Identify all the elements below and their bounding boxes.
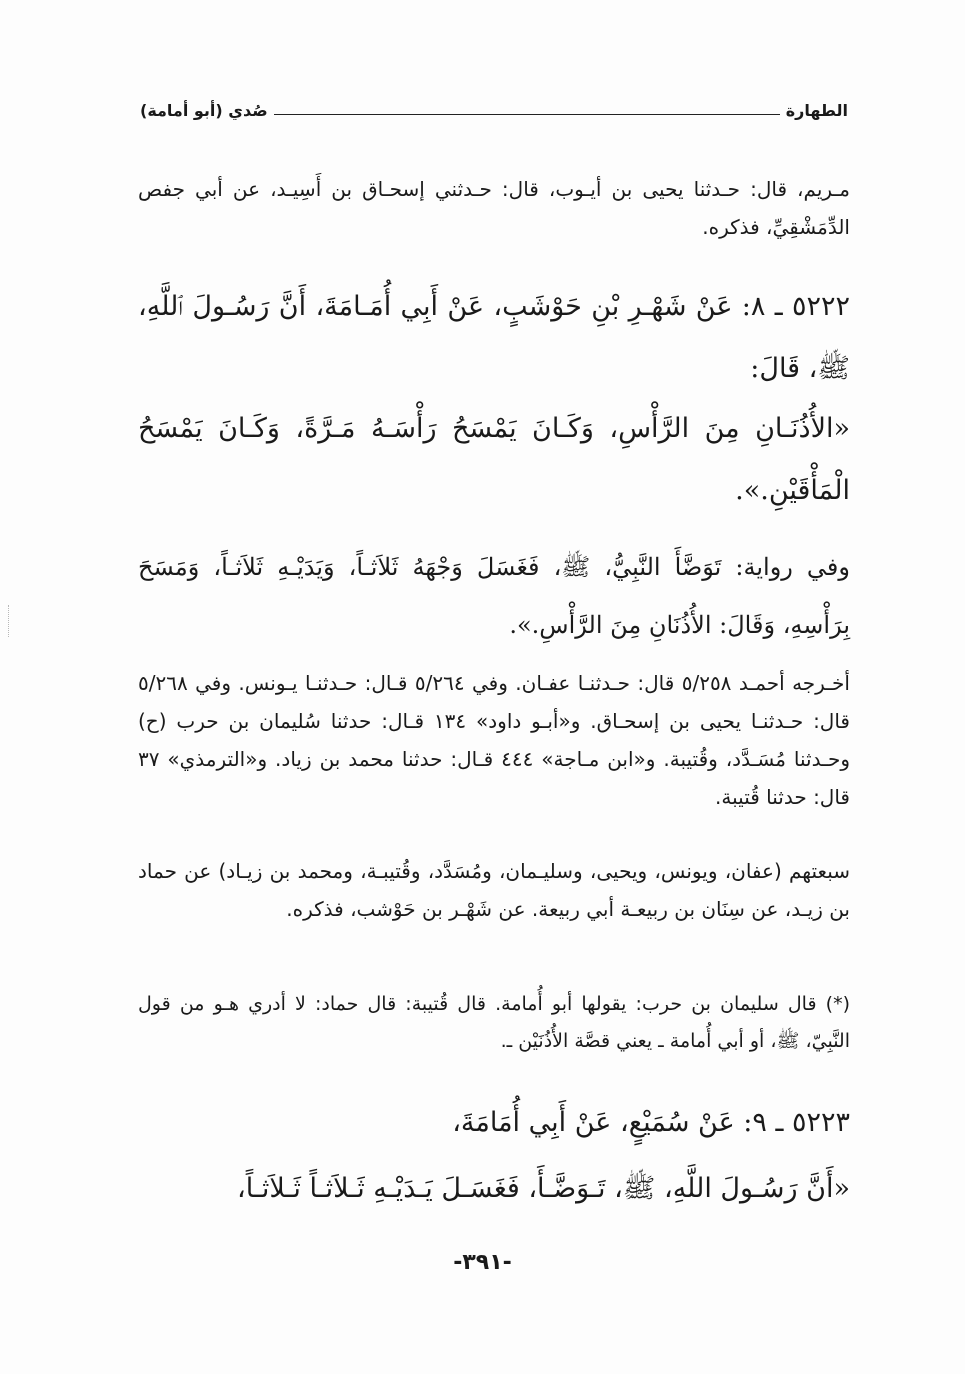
- header-chapter-title: الطهارة: [785, 100, 848, 120]
- page-number: -٣٩١-: [453, 1250, 512, 1275]
- hadith-5222-heading: ٥٢٢٢ ـ ٨: عَنْ شَهْـرِ بْنِ حَوْشَبٍ، عَنْ أَبِي أُمَـامَةَ، أَنَّ رَسُـولَ ٱللَّهِ، ﷺ، قَالَ:: [138, 291, 851, 384]
- running-header: [140, 92, 848, 128]
- hadith-5223-text: «أَنَّ رَسُـولَ اللَّهِ، ﷺ، تَـوَضَّـأَ، فَغَسَـلَ يَـدَيْـهِ ثَـلاَثـاً ثَـلاَثـاً،: [237, 1173, 850, 1204]
- hadith-5223-heading: ٥٢٢٣ ـ ٩: عَنْ سُمَيْعٍ، عَنْ أَبِي أُمَامَةَ،: [452, 1107, 850, 1138]
- takhrij-paragraph: أخـرجه أحمـد ٥/٢٥٨ قال: حـدثنـا عفـان. وفي ٥/٢٦٤ قـال: حـدثنـا يـونس. وفي ٥/٢٦٨ قال: حـدثنـا يحيى بن إسحـاق. و«أبـو داود» ١٣٤ قـال: حدثنا سُليمان بن حرب (ح) وحـدثنا مُسَـدَّد، وقُتيبة. و«ابن مـاجة» ٤٤٤ قـال: حدثنا محمد بن زياد. و«الترمذي» ٣٧ قال: حدثنا قُتيبة.: [138, 671, 850, 809]
- hadith-5222-variant: وفي رواية: تَوَضَّأَ النَّبِيُّ، ﷺ، فَغَسَلَ وَجْهَهُ ثَلاَثـاً، وَيَدَيْـهِ ثَلاَثـاً، وَمَسَحَ بِرَأْسِهِ، وَقَالَ: الأُذُنَانِ مِنَ الرَّأْسِ.».: [138, 553, 850, 639]
- paragraph-isnad-continuation: مـريم، قال: حـدثنا يحيى بن أيـوب، قال: حـدثني إسحـاق بن أَسِيـد، عن أبي جفص الدِّمَشْقِيِّ، فذكره.: [138, 177, 850, 239]
- footnote-paragraph: (*) قال سليمان بن حرب: يقولها أبو أُمامة. قال قُتيبة: قال حماد: لا أدري هـو من قول النَّبِيّ، ﷺ، أو أبي أُمامة ـ يعني قصَّة الأُذُنَيْن ـ.: [138, 993, 850, 1052]
- header-narrator-name: صُدي (أبو أمامة): [140, 100, 268, 120]
- header-rule: [274, 114, 780, 115]
- isnad-summary-paragraph: سبعتهم (عفان، ويونس، ويحيى، وسليـمان، ومُسَدَّد، وقُتيبـة، ومحمد بن زيـاد) عن حماد بن زيـد، عن سِنَان بن ربيعـة أبي ربيعة. عن شَهْـر بن حَوْشب، فذكره.: [138, 859, 850, 921]
- margin-mark: [8, 605, 10, 637]
- hadith-5222-text: «الأُذُنَـانِ مِنَ الرَّأْسِ، وَكَـانَ يَمْسَحُ رَأْسَـهُ مَـرَّةً، وَكَـانَ يَمْسَحُ الْمَأْقَيْنِ.».: [138, 413, 850, 506]
